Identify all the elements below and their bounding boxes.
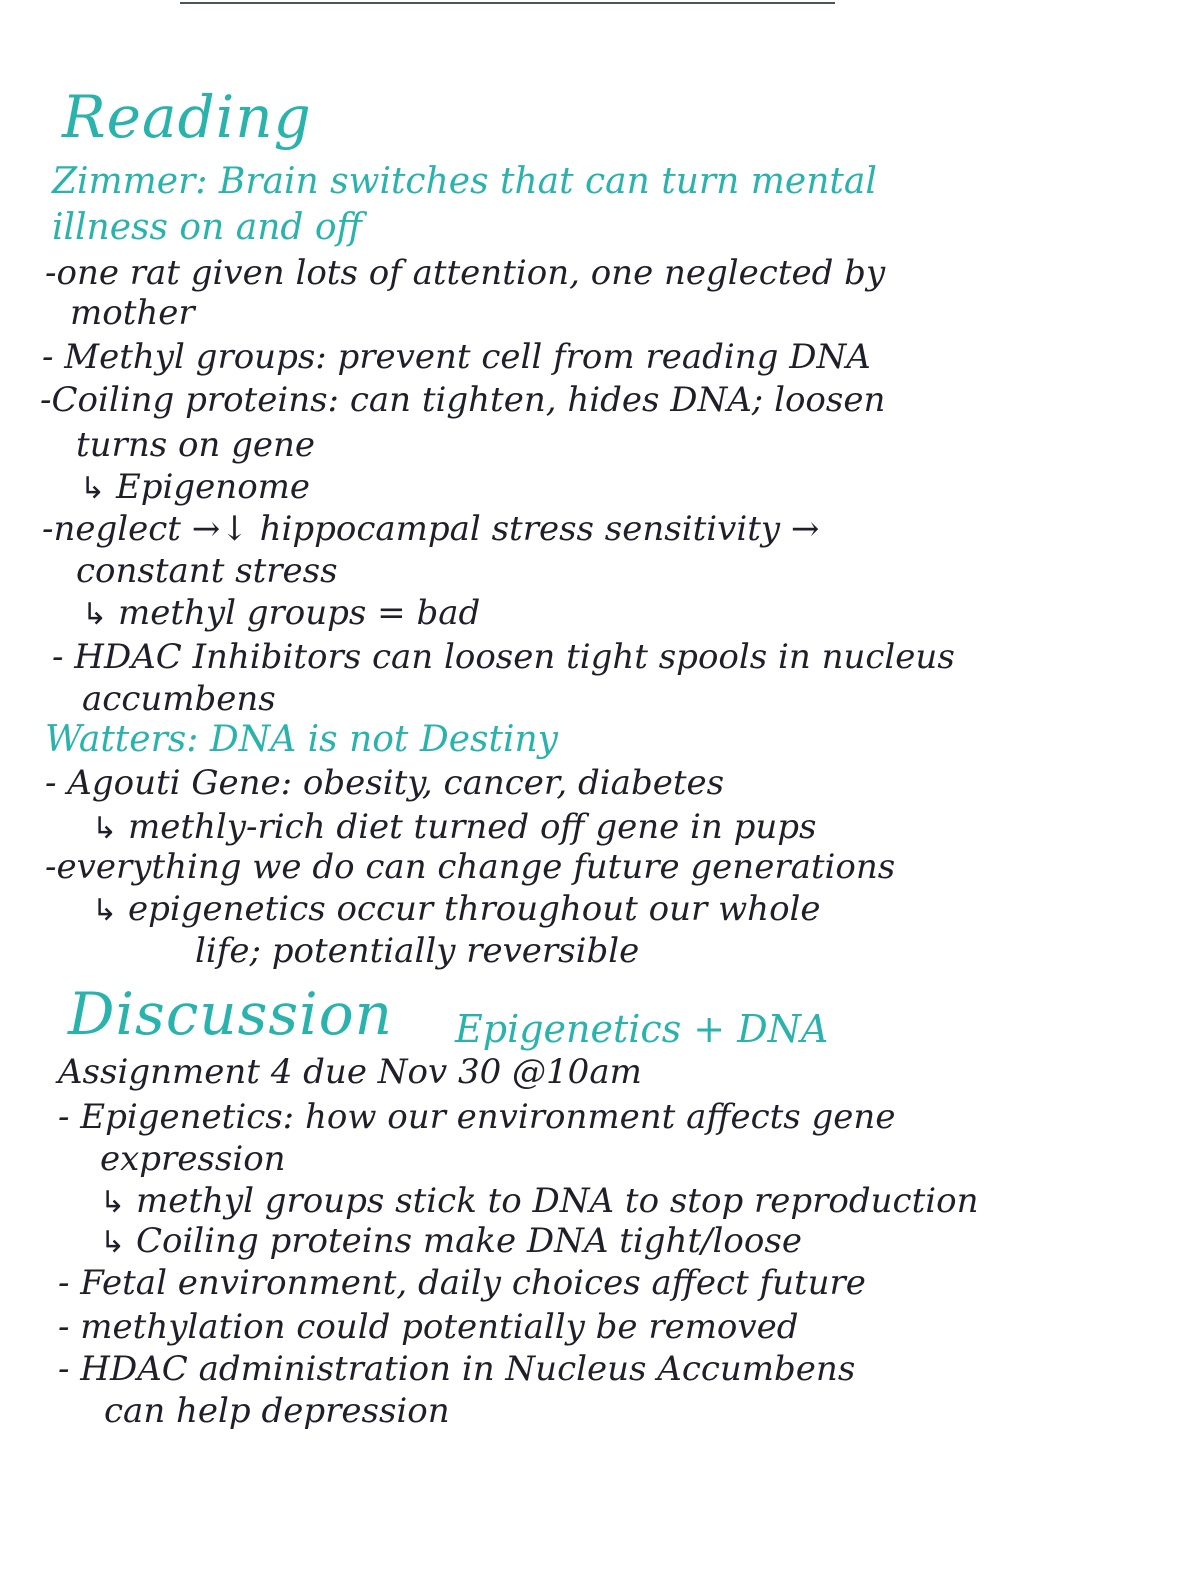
sub-arrow-icon: ↳ [92, 811, 118, 846]
zimmer-bullet-5-line-2: accumbens [82, 679, 276, 719]
page-top-rule [180, 2, 835, 4]
discussion-bullet-1-sub-1 [100, 1181, 979, 1221]
zimmer-bullet-3-line-1: -Coiling proteins: can tighten, hides DNA; loosen [40, 380, 886, 420]
discussion-subtitle: Epigenetics + DNA [455, 1007, 829, 1051]
sub-arrow-icon: ↳ [100, 1185, 126, 1220]
sub-arrow-icon: ↳ [100, 1225, 126, 1260]
reading-heading: Reading [62, 83, 312, 151]
watters-bullet-2-sub-line-1 [92, 889, 821, 929]
sub-arrow-icon: ↳ [82, 597, 108, 632]
zimmer-bullet-5-line-1: - HDAC Inhibitors can loosen tight spools in nucleus [52, 637, 955, 677]
zimmer-bullet-4-line-1: -neglect →↓ hippocampal stress sensitivity → [42, 509, 820, 549]
discussion-heading: Discussion [68, 980, 394, 1048]
discussion-bullet-1-line-1: - Epigenetics: how our environment affects gene [58, 1097, 896, 1137]
discussion-bullet-4-line-2: can help depression [104, 1391, 450, 1431]
discussion-bullet-1-sub-2 [100, 1221, 802, 1261]
methyl-bad-text: methyl groups = bad [117, 593, 481, 633]
zimmer-title-line-2: illness on and off [52, 207, 363, 248]
sub-arrow-icon: ↳ [80, 471, 106, 506]
epigenetics-occur-text: epigenetics occur throughout our whole [127, 889, 821, 929]
zimmer-bullet-1-line-1: -one rat given lots of attention, one neglected by [45, 253, 886, 293]
coiling-proteins-text: Coiling proteins make DNA tight/loose [135, 1221, 802, 1261]
zimmer-bullet-2: - Methyl groups: prevent cell from reading DNA [42, 337, 871, 377]
watters-bullet-1: - Agouti Gene: obesity, cancer, diabetes [45, 763, 725, 803]
discussion-bullet-3: - methylation could potentially be removed [58, 1307, 799, 1347]
discussion-bullet-4-line-1: - HDAC administration in Nucleus Accumbens [58, 1349, 856, 1389]
methly-diet-text: methly-rich diet turned off gene in pups [127, 807, 817, 847]
watters-title: Watters: DNA is not Destiny [45, 719, 558, 760]
sub-arrow-icon: ↳ [92, 893, 118, 928]
watters-bullet-2: -everything we do can change future generations [45, 847, 896, 887]
watters-bullet-2-sub-line-2: life; potentially reversible [195, 931, 640, 971]
zimmer-bullet-4-line-2: constant stress [76, 551, 338, 591]
discussion-bullet-1-line-2: expression [100, 1139, 286, 1179]
zimmer-bullet-3-line-2: turns on gene [76, 425, 316, 465]
zimmer-title-line-1: Zimmer: Brain switches that can turn mental [52, 161, 877, 202]
discussion-bullet-2: - Fetal environment, daily choices affect future [58, 1263, 866, 1303]
zimmer-bullet-1-line-2: mother [70, 293, 195, 333]
methyl-stick-text: methyl groups stick to DNA to stop reproduction [135, 1181, 979, 1221]
assignment-line: Assignment 4 due Nov 30 @10am [58, 1052, 642, 1092]
zimmer-bullet-3-sub [80, 467, 311, 507]
zimmer-bullet-4-sub [82, 593, 481, 633]
epigenome-text: Epigenome [115, 467, 311, 507]
watters-bullet-1-sub [92, 807, 817, 847]
